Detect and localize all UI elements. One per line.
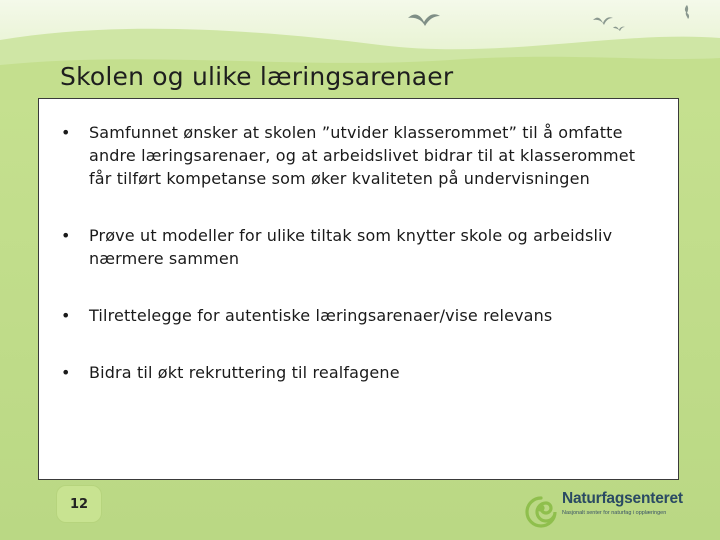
list-item xyxy=(59,361,649,384)
seagull-icon xyxy=(612,24,626,34)
bullet-text: Prøve ut modeller for ulike tiltak som knytter skole og arbeidsliv nærmere sammen xyxy=(89,226,613,268)
content-box xyxy=(38,98,679,480)
bullet-icon: • xyxy=(61,363,71,382)
list-item xyxy=(59,304,649,327)
seagull-icon xyxy=(592,14,614,30)
bullet-list xyxy=(59,121,649,384)
slide-title: Skolen og ulike læringsarenaer xyxy=(60,62,454,91)
bullet-icon: • xyxy=(61,306,71,325)
page-number: 12 xyxy=(56,485,102,523)
logo-tagline: Nasjonalt senter for naturfag i opplæringen xyxy=(562,510,667,516)
list-item xyxy=(59,121,649,190)
seagull-icon xyxy=(682,4,692,20)
bullet-text: Tilrettelegge for autentiske læringsarenaer/vise relevans xyxy=(89,306,553,325)
logo-name: Naturfagsenteret xyxy=(562,490,683,507)
bullet-icon: • xyxy=(61,226,71,245)
bullet-text: Bidra til økt rekruttering til realfagene xyxy=(89,363,400,382)
seagull-icon xyxy=(406,10,442,32)
bullet-text: Samfunnet ønsker at skolen ”utvider klasserommet” til å omfatte andre læringsarenaer, og at arbeidslivet bidrar til at klasserommet får tilført kompetanse som øker kvaliteten på undervisningen xyxy=(89,123,636,188)
spiral-shell-icon xyxy=(522,488,560,528)
bullet-icon: • xyxy=(61,123,71,142)
list-item xyxy=(59,224,649,270)
naturfagsenteret-logo xyxy=(522,486,682,532)
